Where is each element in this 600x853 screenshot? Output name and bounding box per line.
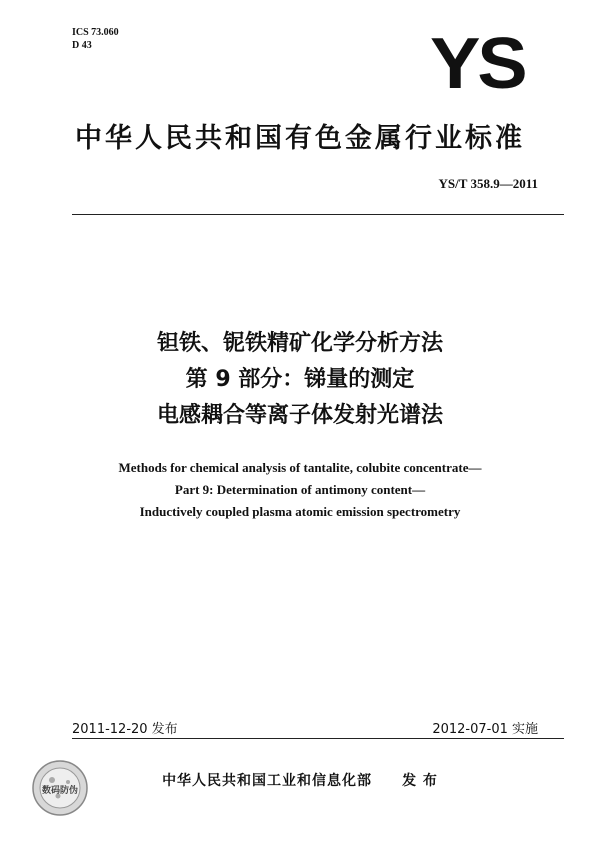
english-title-line-3: Inductively coupled plasma atomic emission spectrometry (139, 504, 461, 519)
standard-code: YS/T 358.9—2011 (438, 176, 538, 191)
issuer-action: 发 布 (402, 773, 438, 789)
chinese-title-line-1: 钽铁、铌铁精矿化学分析方法 (156, 331, 443, 356)
standard-category-title: 中华人民共和国有色金属行业标准 (75, 123, 525, 154)
english-title-line-1: Methods for chemical analysis of tantalite, colubite concentrate— (118, 460, 482, 475)
english-title-line-2: Part 9: Determination of antimony content— (174, 482, 426, 497)
issuer (0, 770, 600, 790)
bottom-divider (72, 738, 564, 739)
ccs-code: D 43 (72, 40, 92, 51)
issuer-name: 中华人民共和国工业和信息化部 (162, 773, 373, 789)
issue-date: 2011-12-20 发布 (72, 722, 178, 737)
english-title (0, 457, 600, 523)
chinese-title (0, 326, 600, 434)
ics-code: ICS 73.060 (72, 27, 119, 38)
stamp-text: 数码防伪 (41, 786, 79, 796)
implementation-date: 2012-07-01 实施 (432, 722, 538, 737)
ys-logo: YS (430, 24, 525, 104)
classification-codes (72, 26, 119, 52)
chinese-title-line-3: 电感耦合等离子体发射光谱法 (156, 403, 443, 428)
top-divider (72, 214, 564, 215)
chinese-title-line-2: 第 9 部分：锑量的测定 (185, 367, 415, 392)
